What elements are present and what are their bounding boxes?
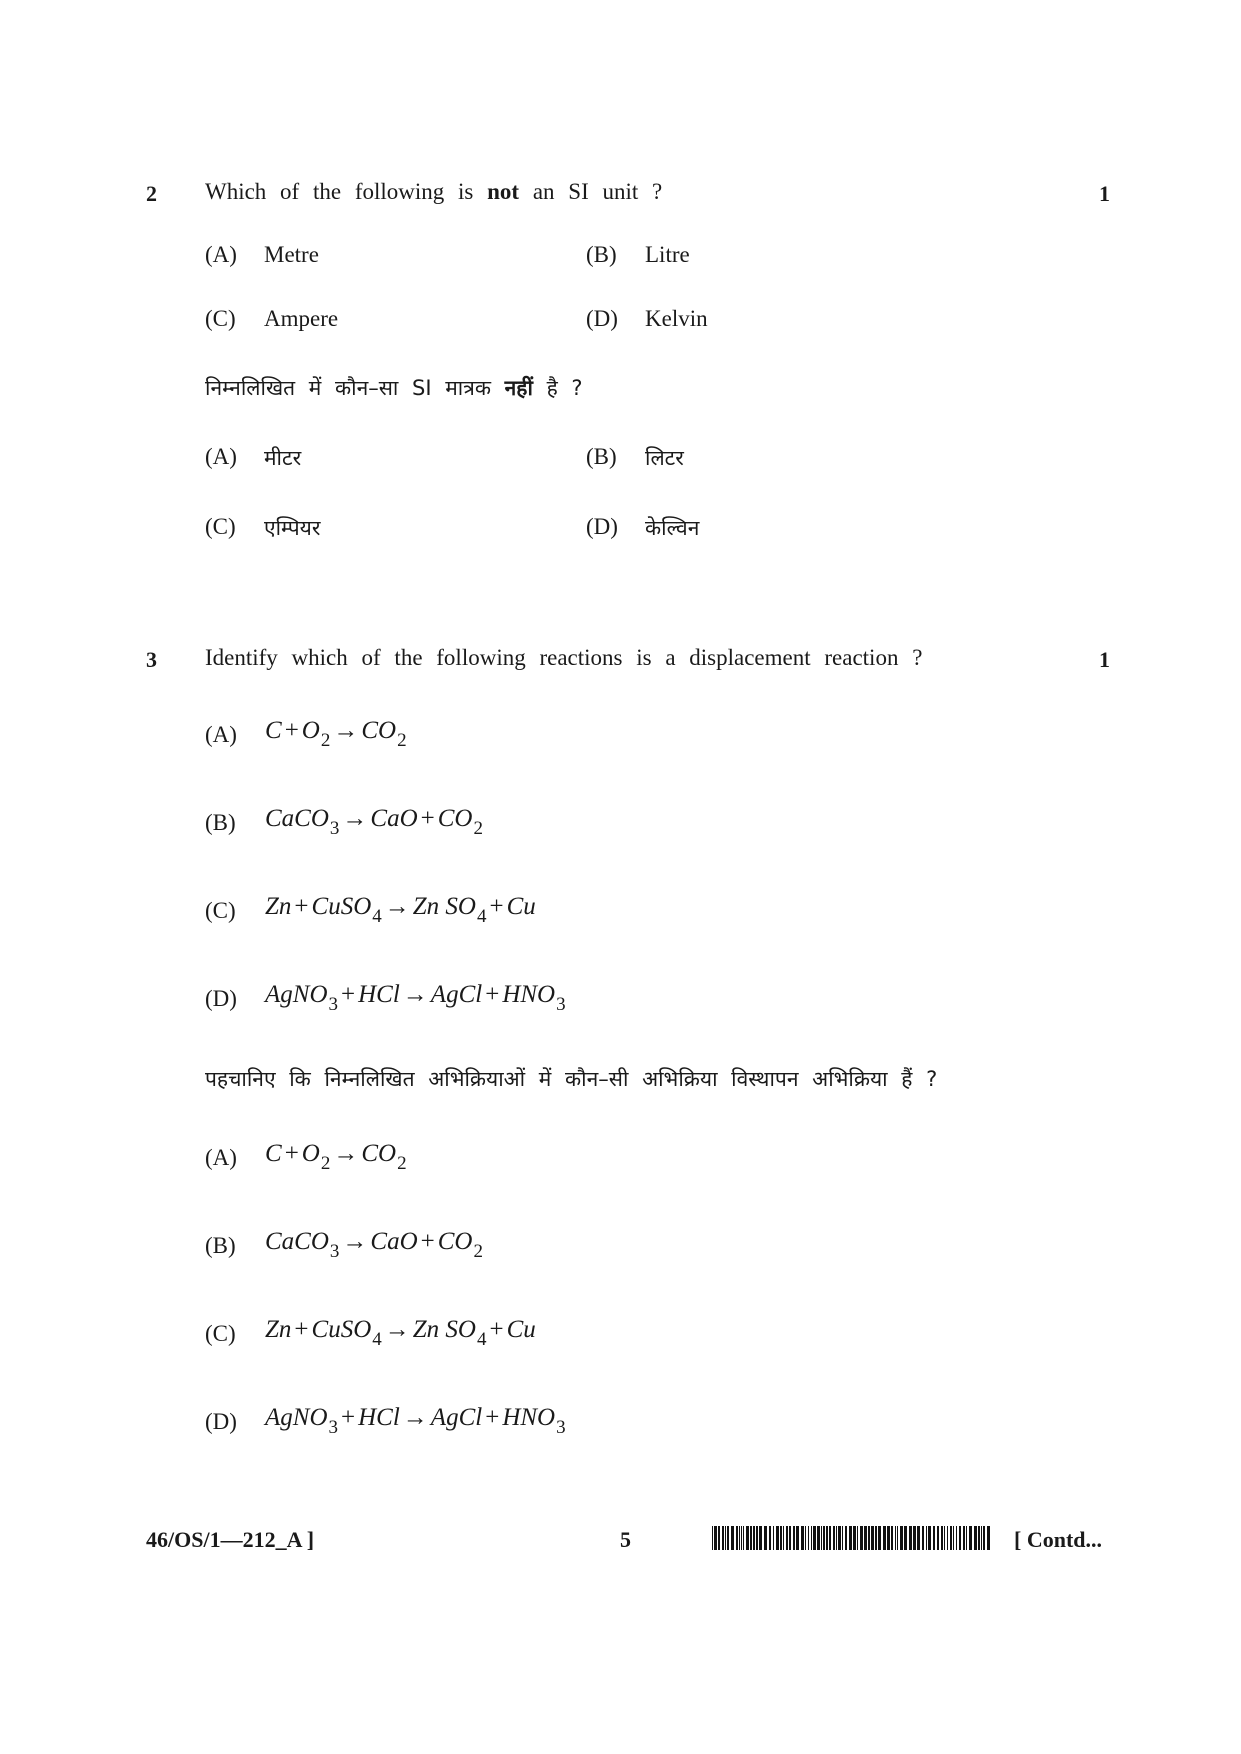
q2-option-a-label: (A) (205, 242, 237, 267)
barcode-bar (796, 1526, 799, 1550)
barcode-bar (895, 1526, 896, 1550)
barcode-bar (731, 1526, 734, 1550)
barcode-bar (875, 1526, 877, 1550)
barcode-bar (969, 1526, 972, 1550)
barcode-bar (756, 1526, 758, 1550)
barcode-bar (833, 1526, 835, 1550)
q3-hi-option-b-label: (B) (205, 1233, 236, 1258)
q3-hi-option-a-label: (A) (205, 1145, 237, 1170)
barcode-bar (981, 1526, 982, 1550)
operator: + (485, 1404, 500, 1431)
barcode-bar (817, 1526, 820, 1550)
barcode-bar (842, 1526, 843, 1550)
operator: → (333, 1140, 359, 1167)
barcode-bar (736, 1526, 738, 1550)
q2-option-b-text: Litre (645, 242, 690, 267)
barcode-bar (966, 1526, 967, 1550)
stem-text: an SI unit ? (532, 179, 663, 204)
species: O (301, 1140, 320, 1167)
operator: → (402, 1404, 428, 1431)
barcode-bar (883, 1526, 886, 1550)
species: C (265, 717, 282, 744)
operator: + (341, 981, 356, 1008)
barcode-bar (793, 1526, 795, 1550)
q3-option-c-label: (C) (205, 898, 236, 923)
barcode (712, 1526, 992, 1550)
barcode-bar (823, 1526, 825, 1550)
species: O (301, 717, 320, 744)
barcode-bar (963, 1526, 965, 1550)
species: CaO (370, 1228, 418, 1255)
barcode-bar (836, 1526, 837, 1550)
operator: → (402, 981, 428, 1008)
subscript: 2 (320, 1153, 331, 1174)
subscript: 4 (372, 1329, 382, 1350)
operator: + (420, 805, 435, 832)
species: HNO (502, 981, 556, 1008)
subscript: 2 (397, 730, 407, 751)
question-3-marks: 1 (1099, 647, 1110, 672)
barcode-bar (953, 1526, 954, 1550)
barcode-bar (821, 1526, 822, 1550)
subscript: 2 (473, 1241, 483, 1262)
page-number: 5 (620, 1527, 631, 1552)
barcode-bar (722, 1526, 724, 1550)
q3-hi-option-a-equation (265, 1140, 407, 1174)
paper-code: 46/OS/1—212_A ] (146, 1527, 315, 1552)
q3-option-a-equation (265, 717, 407, 751)
barcode-bar (725, 1526, 726, 1550)
q2-option-d-label: (D) (586, 306, 618, 331)
barcode-bar (773, 1526, 774, 1550)
question-2-number: 2 (146, 181, 157, 206)
barcode-bar (826, 1526, 828, 1550)
barcode-bar (801, 1526, 804, 1550)
q2-option-a-text: Metre (264, 242, 319, 267)
question-2-stem-en (205, 179, 662, 205)
operator: → (333, 717, 359, 744)
q2-hi-option-c-label: (C) (205, 514, 236, 539)
species: CO (437, 1228, 473, 1255)
continued-label: [ Contd... (1014, 1527, 1103, 1552)
barcode-bar (739, 1526, 740, 1550)
q2-hi-option-d-text: केल्विन (645, 516, 700, 540)
barcode-bar (928, 1526, 931, 1550)
q3-option-b-label: (B) (205, 810, 236, 835)
barcode-bar (878, 1526, 881, 1550)
species: Zn (265, 893, 292, 920)
species: CaO (370, 805, 418, 832)
stem-emphasis: नहीं (504, 376, 533, 400)
barcode-bar (741, 1526, 742, 1550)
barcode-bar (811, 1526, 812, 1550)
question-3-stem-hi: पहचानिए कि निम्नलिखित अभिक्रियाओं में कौन–सी अभिक्रिया विस्थापन अभिक्रिया हैं ? (205, 1067, 938, 1091)
stem-text: है ? (546, 376, 583, 400)
q2-hi-option-b-label: (B) (586, 444, 617, 469)
stem-text: निम्नलिखित में कौन–सा SI मात्रक (205, 376, 491, 400)
species: C (265, 1140, 282, 1167)
barcode-bar (922, 1526, 924, 1550)
q3-hi-option-c-label: (C) (205, 1321, 236, 1346)
species: Cu (506, 1316, 536, 1343)
barcode-bar (727, 1526, 729, 1550)
barcode-bar (714, 1526, 717, 1550)
barcode-bar (750, 1526, 752, 1550)
q2-hi-option-a-text: मीटर (264, 446, 302, 470)
operator: + (489, 1316, 504, 1343)
barcode-bar (853, 1526, 856, 1550)
species: HCl (358, 1404, 400, 1431)
species: CaCO (265, 1228, 329, 1255)
barcode-bar (868, 1526, 870, 1550)
operator: → (384, 1316, 410, 1343)
subscript: 2 (473, 818, 483, 839)
q2-option-b-label: (B) (586, 242, 617, 267)
barcode-bar (746, 1526, 749, 1550)
barcode-bar (845, 1526, 847, 1550)
barcode-bar (838, 1526, 841, 1550)
species: Zn SO (412, 1316, 476, 1343)
species: CO (361, 1140, 397, 1167)
species: Cu (506, 893, 536, 920)
barcode-bar (947, 1526, 948, 1550)
barcode-bar (712, 1526, 713, 1550)
barcode-bar (813, 1526, 816, 1550)
species: AgNO (265, 1404, 328, 1431)
barcode-bar (904, 1526, 907, 1550)
subscript: 4 (476, 1329, 487, 1350)
species: AgCl (430, 981, 483, 1008)
barcode-bar (743, 1526, 744, 1550)
species: Zn (265, 1316, 292, 1343)
question-3-stem-en: Identify which of the following reactions is a displacement reaction ? (205, 645, 923, 670)
barcode-bar (871, 1526, 874, 1550)
subscript: 2 (397, 1153, 407, 1174)
barcode-bar (786, 1526, 788, 1550)
barcode-bar (759, 1526, 762, 1550)
barcode-bar (956, 1526, 957, 1550)
operator: + (294, 893, 309, 920)
question-2-stem-hi (205, 374, 583, 402)
barcode-bar (887, 1526, 890, 1550)
barcode-bar (983, 1526, 985, 1550)
operator: + (284, 1140, 299, 1167)
barcode-bar (849, 1526, 852, 1550)
q3-hi-option-d-equation (265, 1404, 566, 1438)
species: HCl (358, 981, 400, 1008)
barcode-bar (753, 1526, 755, 1550)
operator: → (342, 805, 368, 832)
barcode-bar (857, 1526, 858, 1550)
barcode-bar (917, 1526, 920, 1550)
q2-option-d-text: Kelvin (645, 306, 708, 331)
barcode-bar (783, 1526, 784, 1550)
species: CO (361, 717, 397, 744)
barcode-bar (891, 1526, 893, 1550)
subscript: 3 (556, 1417, 566, 1438)
stem-text: Which of the following is (205, 179, 474, 204)
barcode-bar (864, 1526, 867, 1550)
q2-hi-option-a-label: (A) (205, 444, 237, 469)
species: AgCl (430, 1404, 483, 1431)
operator: → (342, 1228, 368, 1255)
subscript: 3 (328, 1417, 338, 1438)
barcode-bar (900, 1526, 903, 1550)
barcode-bar (937, 1526, 939, 1550)
barcode-bar (829, 1526, 831, 1550)
species: HNO (502, 1404, 556, 1431)
barcode-bar (959, 1526, 961, 1550)
species: Zn SO (412, 893, 476, 920)
q3-option-c-equation (265, 893, 536, 927)
q3-option-b-equation (265, 805, 483, 839)
barcode-bar (718, 1526, 720, 1550)
barcode-bar (974, 1526, 977, 1550)
barcode-bar (978, 1526, 980, 1550)
q3-hi-option-b-equation (265, 1228, 483, 1262)
q3-option-a-label: (A) (205, 722, 237, 747)
operator: + (420, 1228, 435, 1255)
subscript: 3 (329, 818, 340, 839)
barcode-bar (913, 1526, 916, 1550)
question-3-number: 3 (146, 647, 157, 672)
species: CuSO (311, 1316, 372, 1343)
operator: + (485, 981, 500, 1008)
barcode-bar (808, 1526, 809, 1550)
q2-hi-option-d-label: (D) (586, 514, 618, 539)
q3-option-d-label: (D) (205, 986, 237, 1011)
barcode-bar (944, 1526, 945, 1550)
barcode-bar (926, 1526, 927, 1550)
species: AgNO (265, 981, 328, 1008)
operator: + (341, 1404, 356, 1431)
barcode-bar (860, 1526, 863, 1550)
species: CaCO (265, 805, 329, 832)
barcode-bar (987, 1526, 990, 1550)
barcode-bar (776, 1526, 779, 1550)
operator: + (284, 717, 299, 744)
q2-option-c-text: Ampere (264, 306, 339, 331)
q2-hi-option-c-text: एम्पियर (264, 516, 321, 540)
subscript: 2 (320, 730, 331, 751)
subscript: 4 (476, 906, 487, 927)
species: CuSO (311, 893, 372, 920)
barcode-bar (764, 1526, 767, 1550)
barcode-bar (897, 1526, 898, 1550)
barcode-bar (805, 1526, 806, 1550)
q3-option-d-equation (265, 981, 566, 1015)
operator: → (384, 893, 410, 920)
barcode-bar (789, 1526, 791, 1550)
question-2-marks: 1 (1099, 181, 1110, 206)
q2-option-c-label: (C) (205, 306, 236, 331)
barcode-bar (950, 1526, 952, 1550)
q3-hi-option-c-equation (265, 1316, 536, 1350)
operator: + (294, 1316, 309, 1343)
barcode-bar (769, 1526, 771, 1550)
species: CO (437, 805, 473, 832)
subscript: 3 (556, 994, 566, 1015)
barcode-bar (933, 1526, 935, 1550)
subscript: 3 (328, 994, 338, 1015)
stem-emphasis: not (487, 179, 520, 204)
subscript: 4 (372, 906, 382, 927)
q3-hi-option-d-label: (D) (205, 1409, 237, 1434)
subscript: 3 (329, 1241, 340, 1262)
barcode-bar (909, 1526, 912, 1550)
q2-hi-option-b-text: लिटर (645, 446, 684, 470)
operator: + (489, 893, 504, 920)
barcode-bar (780, 1526, 782, 1550)
barcode-bar (941, 1526, 943, 1550)
